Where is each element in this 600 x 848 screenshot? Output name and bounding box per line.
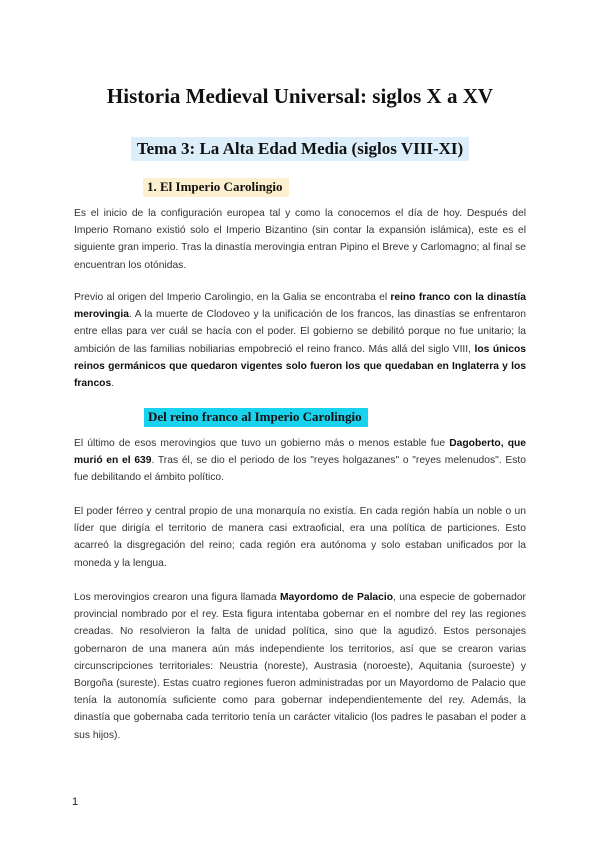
paragraph-2-text-e: .: [111, 378, 115, 390]
paragraph-2-text-a: Previo al origen del Imperio Carolingio, en la Galia se encontraba el: [74, 292, 391, 303]
section-heading-carolingian-empire: 1. El Imperio Carolingio: [143, 178, 289, 197]
paragraph-5-text-c: , una especie de gobernador provincial nombrado por el rey. Esta figura intentaba gobernar en el nombre del rey las regiones creadas. No resolvieron la falta de unidad política, sino que la agudizó. Estos personajes gobernaron de una manera aún más independiente los territorios, así que se crearon varias circunscripciones territoriales: Neustria (noreste), Austrasia (noroeste), Aquitania (suroeste) y Borgoña (sureste). Estas cuatro regiones fueron administradas por un Mayordomo de Palacio que tenía la autonomía suficiente como para gobernar independientemente del rey. Además, la dinastía que gobernaba cada territorio tenía un carácter vitalicio (los padres le pasaban el poder a sus hijos).: [74, 592, 526, 741]
paragraph-3-bold: Dagoberto, que murió en el 639: [74, 438, 527, 467]
paragraph-4-text: El poder férreo y central propio de una monarquía no existía. En cada región había un noble o un líder que dirigía el territorio de manera casi extraoficial, era una política de particiones. Esto acarreó la disgregación del reino; cada región era autónoma y solo estaban unificados por la moneda y la lengua.: [74, 506, 526, 569]
paragraph-2: [74, 289, 526, 392]
paragraph-3-text-a: El último de esos merovingios que tuvo un gobierno más o menos estable fue: [74, 438, 450, 449]
paragraph-1: [74, 205, 526, 274]
paragraph-5-bold: Mayordomo de Palacio: [279, 592, 394, 603]
paragraph-1-text: Es el inicio de la configuración europea tal y como la conocemos el día de hoy. Después del Imperio Romano existió solo el Imperio Bizantino (sin contar la expansión islámica), este es el siguiente gran imperio. Tras la dinastía merovingia entran Pipino el Breve y Carlomagno; al final se encuentran los otónidas.: [74, 208, 526, 271]
paragraph-3: [74, 435, 526, 487]
paragraph-2-text-c: . A la muerte de Clodoveo y la unificación de los francos, las dinastías se enfrentaron entre ellas para ver cuál se hacía con el poder. El gobierno se debilitó porque no fue unitario; la ambición de las familias nobiliarias empobreció el reino franco. Más allá del siglo VIII,: [74, 309, 526, 355]
paragraph-5-text-a: Los merovingios crearon una figura llamada: [74, 592, 280, 603]
topic-heading-wrapper: [0, 137, 600, 161]
page-number: 1: [72, 796, 79, 808]
paragraph-2-bold-a: reino franco con la dinastía merovingia: [74, 292, 526, 321]
topic-heading: Tema 3: La Alta Edad Media (siglos VIII-XI): [131, 137, 469, 161]
paragraph-2-bold-b: los únicos reinos germánicos que quedaron vigentes solo fueron los que quedaban en Inglaterra y los francos: [74, 343, 527, 390]
paragraph-4: [74, 503, 526, 572]
paragraph-5: [74, 589, 526, 744]
paragraph-3-text-c: . Tras él, se dio el periodo de los "reyes holgazanes" o "reyes melenudos". Esto fue debilitando el ámbito político.: [74, 455, 526, 484]
document-title: Historia Medieval Universal: siglos X a XV: [106, 84, 494, 108]
section-heading-frankish-kingdom: Del reino franco al Imperio Carolingio: [144, 408, 368, 427]
